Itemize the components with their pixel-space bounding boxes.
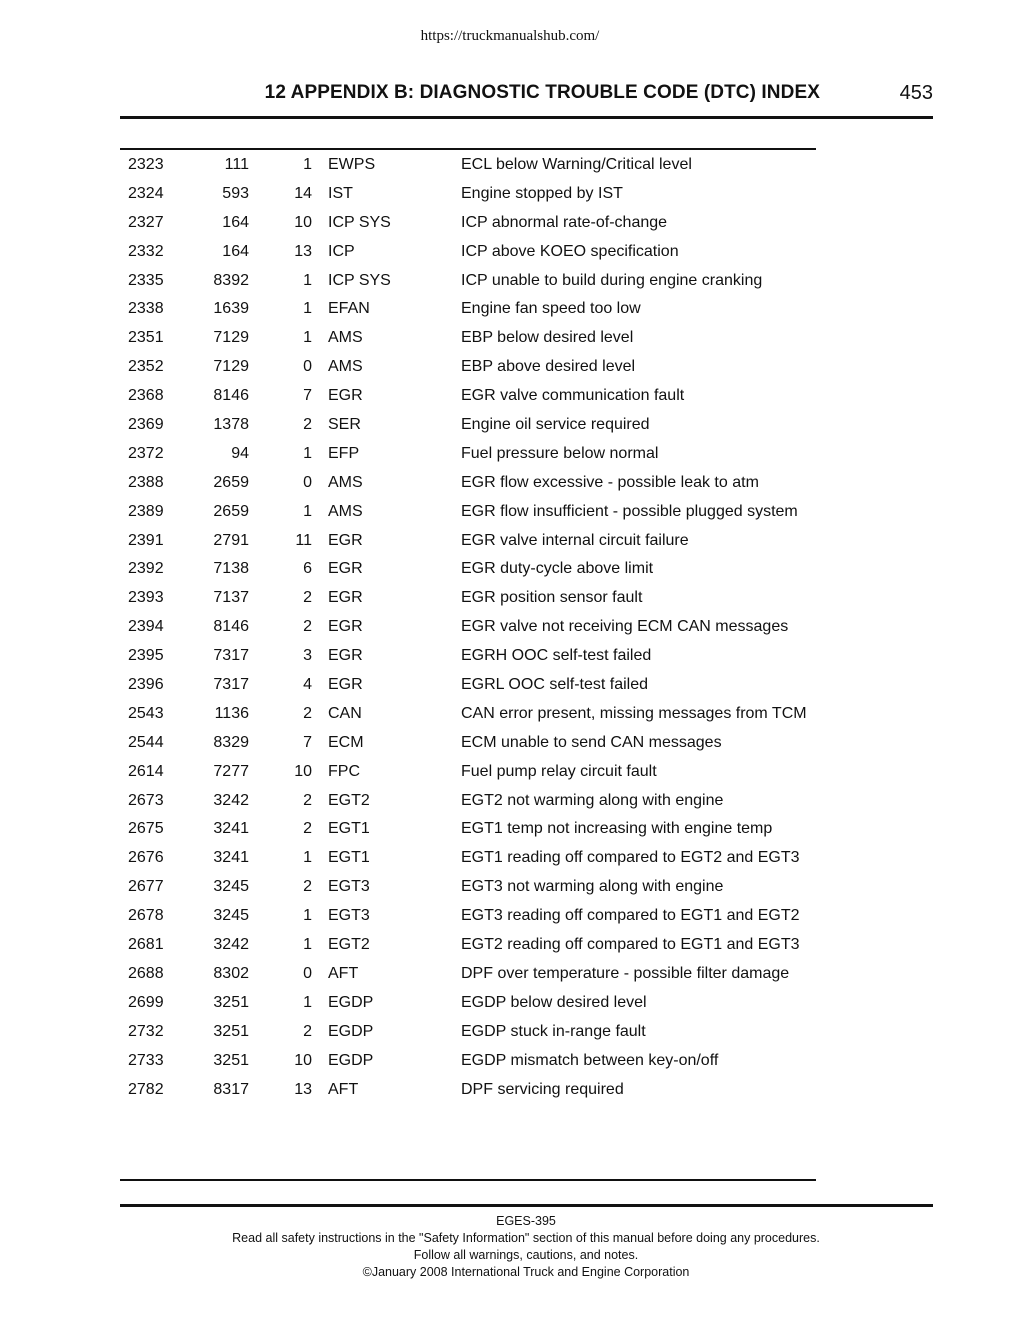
table-row — [120, 531, 816, 551]
dtc-description: EGT3 reading off compared to EGT1 and EGT2 — [461, 907, 800, 925]
dtc-code: 2688 — [128, 964, 164, 982]
table-row — [120, 588, 816, 608]
fmi-value: 0 — [303, 358, 312, 376]
table-row — [120, 964, 816, 984]
dtc-description: EGT1 reading off compared to EGT2 and EGT3 — [461, 849, 800, 867]
dtc-code: 2614 — [128, 762, 164, 780]
dtc-code: 2699 — [128, 993, 164, 1011]
dtc-code: 2335 — [128, 271, 164, 289]
table-row — [120, 328, 816, 348]
spn-value: 7277 — [213, 762, 249, 780]
fmi-value: 2 — [303, 878, 312, 896]
system-group: AMS — [328, 329, 363, 347]
system-group: SER — [328, 416, 361, 434]
system-group: EFP — [328, 444, 360, 462]
spn-value: 8317 — [213, 1080, 249, 1098]
fmi-value: 1 — [303, 993, 312, 1011]
dtc-description: EBP below desired level — [461, 329, 634, 347]
fmi-value: 2 — [303, 704, 312, 722]
spn-value: 3245 — [213, 878, 249, 896]
footer — [0, 1213, 1020, 1281]
system-group: ICP SYS — [328, 271, 391, 289]
table-row — [120, 242, 816, 262]
spn-value: 164 — [222, 242, 249, 260]
dtc-table — [120, 155, 816, 1108]
dtc-description: EGR valve internal circuit failure — [461, 531, 689, 549]
table-row — [120, 762, 816, 782]
system-group: EGDP — [328, 1051, 374, 1069]
system-group: EGT3 — [328, 907, 370, 925]
dtc-description: ICP abnormal rate-of-change — [461, 213, 668, 231]
dtc-code: 2678 — [128, 907, 164, 925]
dtc-description: EGR flow excessive - possible leak to atm — [461, 473, 759, 491]
system-group: EGT1 — [328, 849, 370, 867]
page-number: 453 — [899, 82, 933, 104]
dtc-code: 2389 — [128, 502, 164, 520]
table-row — [120, 848, 816, 868]
footer-copyright: ©January 2008 International Truck and Engine Corporation — [362, 1265, 690, 1279]
dtc-description: ECM unable to send CAN messages — [461, 733, 722, 751]
dtc-description: EGDP below desired level — [461, 993, 647, 1011]
table-row — [120, 993, 816, 1013]
spn-value: 8302 — [213, 964, 249, 982]
dtc-description: Fuel pressure below normal — [461, 444, 659, 462]
table-row — [120, 617, 816, 637]
fmi-value: 1 — [303, 329, 312, 347]
table-top-divider — [120, 148, 816, 150]
system-group: AFT — [328, 964, 359, 982]
spn-value: 2659 — [213, 473, 249, 491]
dtc-code: 2338 — [128, 300, 164, 318]
fmi-value: 1 — [303, 156, 312, 173]
fmi-value: 1 — [303, 907, 312, 925]
table-row — [120, 271, 816, 291]
spn-value: 3245 — [213, 907, 249, 925]
fmi-value: 1 — [303, 936, 312, 954]
fmi-value: 1 — [303, 271, 312, 289]
system-group: EFAN — [328, 300, 370, 318]
dtc-description: EGT2 reading off compared to EGT1 and EGT3 — [461, 936, 800, 954]
table-row — [120, 675, 816, 695]
system-group: IST — [328, 184, 353, 202]
spn-value: 2791 — [213, 531, 249, 549]
spn-value: 593 — [222, 184, 249, 202]
system-group: EGDP — [328, 1022, 374, 1040]
dtc-code: 2368 — [128, 387, 164, 405]
table-row — [120, 299, 816, 319]
dtc-description: DPF servicing required — [461, 1080, 624, 1098]
table-row — [120, 646, 816, 666]
footer-divider — [120, 1204, 933, 1207]
fmi-value: 2 — [303, 416, 312, 434]
spn-value: 111 — [224, 156, 249, 173]
system-group: ICP — [328, 242, 355, 260]
dtc-code: 2392 — [128, 560, 164, 578]
dtc-code: 2395 — [128, 647, 164, 665]
dtc-code: 2681 — [128, 936, 164, 954]
fmi-value: 13 — [294, 1080, 312, 1098]
dtc-description: EGRL OOC self-test failed — [461, 676, 649, 694]
dtc-code: 2732 — [128, 1022, 164, 1040]
dtc-description: EGDP stuck in-range fault — [461, 1022, 646, 1040]
fmi-value: 2 — [303, 618, 312, 636]
system-group: EGDP — [328, 993, 374, 1011]
dtc-description: ECL below Warning/Critical level — [461, 156, 692, 173]
dtc-description: EGT3 not warming along with engine — [461, 878, 724, 896]
dtc-code: 2544 — [128, 733, 164, 751]
system-group: EGT3 — [328, 878, 370, 896]
table-row — [120, 386, 816, 406]
dtc-code: 2324 — [128, 184, 164, 202]
spn-value: 94 — [231, 444, 249, 462]
dtc-code: 2543 — [128, 704, 164, 722]
spn-value: 7129 — [213, 329, 249, 347]
spn-value: 3242 — [213, 936, 249, 954]
dtc-code: 2675 — [128, 820, 164, 838]
table-row — [120, 791, 816, 811]
spn-value: 7129 — [213, 358, 249, 376]
system-group: AMS — [328, 473, 363, 491]
system-group: AMS — [328, 502, 363, 520]
fmi-value: 1 — [303, 444, 312, 462]
table-row — [120, 1051, 816, 1071]
dtc-description: ICP unable to build during engine cranking — [461, 271, 763, 289]
fmi-value: 10 — [294, 762, 312, 780]
dtc-code: 2332 — [128, 242, 164, 260]
system-group: FPC — [328, 762, 360, 780]
dtc-description: EGR flow insufficient - possible plugged system — [461, 502, 798, 520]
table-row — [120, 357, 816, 377]
dtc-description: CAN error present, missing messages from TCM — [461, 704, 807, 722]
table-row — [120, 704, 816, 724]
dtc-code: 2733 — [128, 1051, 164, 1069]
dtc-description: EGT1 temp not increasing with engine temp — [461, 820, 773, 838]
table-row — [120, 559, 816, 579]
dtc-code: 2327 — [128, 213, 164, 231]
system-group: EGT1 — [328, 820, 370, 838]
system-group: ECM — [328, 733, 364, 751]
spn-value: 3241 — [213, 820, 249, 838]
dtc-code: 2323 — [128, 156, 164, 173]
fmi-value: 2 — [303, 1022, 312, 1040]
dtc-description: Engine oil service required — [461, 416, 650, 434]
table-row — [120, 906, 816, 926]
spn-value: 164 — [222, 213, 249, 231]
fmi-value: 0 — [303, 473, 312, 491]
system-group: AFT — [328, 1080, 359, 1098]
footer-safety-notice: Read all safety instructions in the "Safety Information" section of this manual before doing any procedures. — [232, 1231, 820, 1245]
system-group: EGR — [328, 531, 363, 549]
table-row — [120, 184, 816, 204]
spn-value: 3251 — [213, 1022, 249, 1040]
fmi-value: 11 — [295, 531, 312, 549]
table-row — [120, 444, 816, 464]
dtc-code: 2388 — [128, 473, 164, 491]
system-group: EGR — [328, 589, 363, 607]
footer-warnings-notice: Follow all warnings, cautions, and notes. — [413, 1248, 639, 1262]
fmi-value: 2 — [303, 820, 312, 838]
dtc-code: 2677 — [128, 878, 164, 896]
spn-value: 3242 — [213, 791, 249, 809]
spn-value: 7317 — [213, 647, 249, 665]
dtc-description: DPF over temperature - possible filter damage — [461, 964, 790, 982]
system-group: ICP SYS — [328, 213, 391, 231]
table-row — [120, 1080, 816, 1100]
system-group: EGR — [328, 387, 363, 405]
spn-value: 3241 — [213, 849, 249, 867]
fmi-value: 2 — [303, 589, 312, 607]
system-group: EGT2 — [328, 936, 370, 954]
system-group: EGR — [328, 647, 363, 665]
system-group: EGR — [328, 676, 363, 694]
dtc-description: Engine stopped by IST — [461, 184, 623, 202]
fmi-value: 1 — [303, 849, 312, 867]
spn-value: 7138 — [213, 560, 249, 578]
table-row — [120, 877, 816, 897]
fmi-value: 0 — [303, 964, 312, 982]
header-divider — [120, 116, 933, 119]
table-bottom-divider — [120, 1179, 816, 1181]
dtc-code: 2396 — [128, 676, 164, 694]
table-row — [120, 155, 816, 175]
fmi-value: 7 — [303, 387, 312, 405]
dtc-description: ICP above KOEO specification — [461, 242, 679, 260]
table-row — [120, 213, 816, 233]
footer-doc-code: EGES-395 — [496, 1214, 556, 1228]
fmi-value: 4 — [303, 676, 312, 694]
spn-value: 1639 — [213, 300, 249, 318]
fmi-value: 1 — [303, 502, 312, 520]
dtc-code: 2391 — [128, 531, 164, 549]
fmi-value: 13 — [294, 242, 312, 260]
fmi-value: 2 — [303, 791, 312, 809]
page-title: 12 APPENDIX B: DIAGNOSTIC TROUBLE CODE (DTC) INDEX — [264, 82, 820, 103]
dtc-code: 2673 — [128, 791, 164, 809]
spn-value: 8329 — [213, 733, 249, 751]
dtc-code: 2352 — [128, 358, 164, 376]
table-row — [120, 935, 816, 955]
spn-value: 8392 — [213, 271, 249, 289]
spn-value: 8146 — [213, 618, 249, 636]
dtc-description: EGR position sensor fault — [461, 589, 643, 607]
system-group: EGR — [328, 560, 363, 578]
dtc-code: 2351 — [128, 329, 164, 347]
dtc-description: EGR duty-cycle above limit — [461, 560, 654, 578]
spn-value: 2659 — [213, 502, 249, 520]
fmi-value: 1 — [303, 300, 312, 318]
dtc-description: EGR valve communication fault — [461, 387, 685, 405]
fmi-value: 10 — [294, 1051, 312, 1069]
system-group: EGT2 — [328, 791, 370, 809]
table-row — [120, 473, 816, 493]
dtc-code: 2372 — [128, 444, 164, 462]
table-row — [120, 1022, 816, 1042]
dtc-description: EGT2 not warming along with engine — [461, 791, 724, 809]
fmi-value: 14 — [294, 184, 312, 202]
table-row — [120, 733, 816, 753]
source-url[interactable]: https://truckmanualshub.com/ — [420, 28, 600, 44]
dtc-code: 2676 — [128, 849, 164, 867]
table-row — [120, 415, 816, 435]
dtc-code: 2393 — [128, 589, 164, 607]
system-group: EWPS — [328, 156, 376, 173]
fmi-value: 10 — [294, 213, 312, 231]
spn-value: 1378 — [213, 416, 249, 434]
dtc-description: EGDP mismatch between key-on/off — [461, 1051, 719, 1069]
spn-value: 7137 — [213, 589, 249, 607]
table-row — [120, 502, 816, 522]
dtc-description: EBP above desired level — [461, 358, 636, 376]
dtc-description: Fuel pump relay circuit fault — [461, 762, 657, 780]
spn-value: 3251 — [213, 993, 249, 1011]
table-row — [120, 819, 816, 839]
spn-value: 8146 — [213, 387, 249, 405]
dtc-code: 2394 — [128, 618, 164, 636]
dtc-description: EGR valve not receiving ECM CAN messages — [461, 618, 789, 636]
spn-value: 1136 — [214, 704, 249, 722]
dtc-code: 2369 — [128, 416, 164, 434]
dtc-code: 2782 — [128, 1080, 164, 1098]
spn-value: 3251 — [213, 1051, 249, 1069]
fmi-value: 6 — [303, 560, 312, 578]
fmi-value: 3 — [303, 647, 312, 665]
dtc-description: Engine fan speed too low — [461, 300, 641, 318]
system-group: EGR — [328, 618, 363, 636]
spn-value: 7317 — [213, 676, 249, 694]
fmi-value: 7 — [303, 733, 312, 751]
system-group: CAN — [328, 704, 362, 722]
dtc-description: EGRH OOC self-test failed — [461, 647, 652, 665]
system-group: AMS — [328, 358, 363, 376]
